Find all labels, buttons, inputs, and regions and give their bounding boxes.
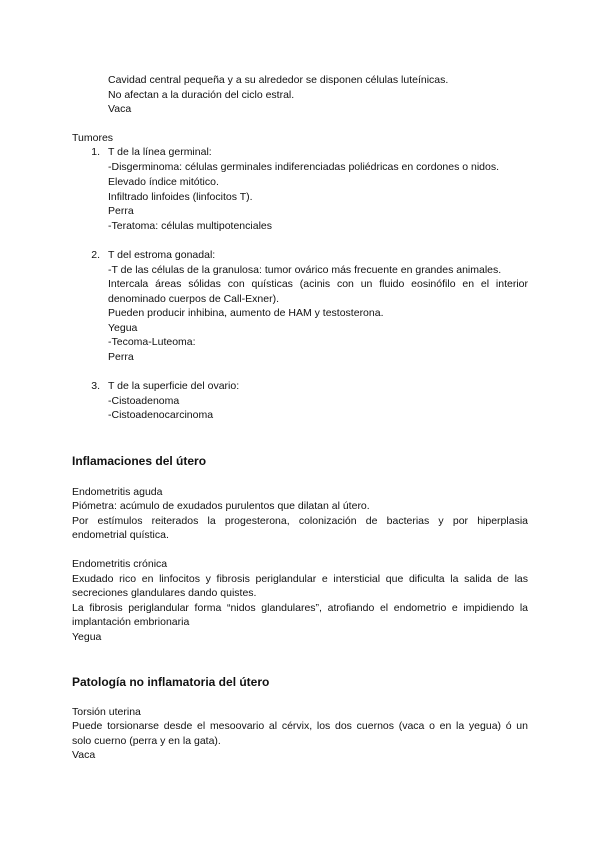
text-line: No afectan a la duración del ciclo estral. — [108, 89, 295, 101]
list-item-title: T del estroma gonadal: — [108, 249, 216, 261]
subsection-title: Torsión uterina — [72, 706, 141, 718]
section-title-tumores: Tumores — [72, 132, 114, 144]
text-line: Elevado índice mitótico. — [108, 176, 219, 188]
text-line: Cavidad central pequeña y a su alrededor se disponen células luteínicas. — [108, 74, 449, 86]
text-line: implantación embrionaria — [72, 616, 190, 628]
text-line: Puede torsionarse desde el mesoovario al cérvix, los dos cuernos (vaca o en la yegua) ó un — [72, 720, 528, 732]
list-number: 2. — [91, 249, 100, 261]
text-line: Yegua — [108, 322, 138, 334]
list-number: 3. — [91, 380, 100, 392]
text-line: Yegua — [72, 631, 102, 643]
text-line: denominado cuerpos de Call-Exner). — [108, 293, 280, 305]
list-number: 1. — [91, 146, 100, 158]
text-line: -Disgerminoma: células germinales indiferenciadas poliédricas en cordones o nidos. — [108, 161, 500, 173]
text-line: -Cistoadenocarcinoma — [108, 409, 214, 421]
text-line: -Teratoma: células multipotenciales — [108, 220, 272, 232]
text-line: secreciones glandulares dando quistes. — [72, 587, 257, 599]
text-line: Por estímulos reiterados la progesterona, colonización de bacterias y por hiperplasia — [72, 515, 528, 527]
text-line: Pueden producir inhibina, aumento de HAM y testosterona. — [108, 307, 384, 319]
heading-patologia: Patología no inflamatoria del útero — [72, 675, 270, 689]
list-item-title: T de la superficie del ovario: — [108, 380, 240, 392]
heading-inflamaciones: Inflamaciones del útero — [72, 454, 207, 468]
list-item-title: T de la línea germinal: — [108, 146, 212, 158]
text-line: Piómetra: acúmulo de exudados purulentos que dilatan al útero. — [72, 500, 370, 512]
text-line: La fibrosis periglandular forma “nidos glandulares”, atrofiando el endometrio e impidiendo la — [72, 602, 528, 614]
subsection-title: Endometritis aguda — [72, 486, 163, 498]
text-line: endometrial quística. — [72, 529, 169, 541]
text-line: Perra — [108, 205, 134, 217]
text-line: Infiltrado linfoides (linfocitos T). — [108, 191, 253, 203]
text-line: Perra — [108, 351, 134, 363]
text-line: Exudado rico en linfocitos y fibrosis periglandular e intersticial que dificulta la salida de las — [72, 573, 528, 585]
text-line: solo cuerno (perra y en la gata). — [72, 735, 221, 747]
text-line: -T de las células de la granulosa: tumor ovárico más frecuente en grandes animales. — [108, 264, 502, 276]
text-line: Vaca — [72, 749, 96, 761]
subsection-title: Endometritis crónica — [72, 558, 168, 570]
text-line: Intercala áreas sólidas con quísticas (acinis con un fluido eosinófilo en el interior — [108, 278, 528, 290]
text-line: -Cistoadenoma — [108, 395, 180, 407]
text-line: -Tecoma-Luteoma: — [108, 336, 196, 348]
text-line: Vaca — [108, 103, 132, 115]
